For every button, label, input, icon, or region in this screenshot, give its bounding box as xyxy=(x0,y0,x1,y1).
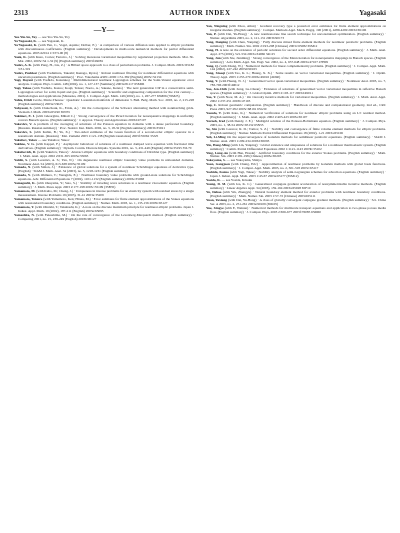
entry-text: Cercle, Marie-Therese · Quadratic Lorentzian manifolds of dimension 3. Bull. Belg. Math. Soc. 2003, no. 2, 215-228 (English summary) 2003e:53025 xyxy=(18,98,194,107)
entry-author: Yamada, N. xyxy=(14,165,32,170)
entry-text: (with Ohnishi, T.; Takahashi, K.) · A note on the discrete maximum principle for nonlinear elliptic problems. Japan J. Indust. Appl. Math. 19 (2002), 187-211 (English) 2003a:65095 xyxy=(18,204,194,213)
entry-text: (with Simon, J.) · Existence of global solutions for a system of nonlinear Schrödinger equations of derivative type. (English) · SIAM J. Math. Anal. 34 (2003), no. 5, 1218-1231 (English summary) xyxy=(18,165,194,174)
entry-author: Yamamoto, Y. xyxy=(14,204,35,209)
entry-text: (with Okuyama, Y.; Sato, S.) · Stability of traveling wave solutions to a nonlinear viscoelastic equation. (English summary) · J. Math. Pures Appl. 2003 2:177-198 2003c:35109 (35B35) xyxy=(18,181,194,190)
entry-text: (with Yun, C., Vogel, Aquino; Dolber, E.) · A comparison of various diffusion tests applied to elliptic problems with discontinuous coefficients. (English summary) · Developments in multi-scale numerical methods for partial differential equations. 2003 #2014 1:3/T3-00 (8) xyxy=(18,42,194,55)
entry-author: Yang, Q. xyxy=(206,63,219,68)
entry-author: Yakhno, V. G. xyxy=(14,141,35,146)
entry-text: (with Gheorghiu, Mihail C.) · Strong convergence of the Picard iteration for nonexpansive mappings in uniformly convex Banach spaces. (English summary) · J. Approx. Theory and Applications 2003d:47107 xyxy=(18,114,194,123)
entry-author: Yokoyama, S. xyxy=(206,158,226,163)
entry-author: Yang, Y. xyxy=(206,79,219,84)
entry-author: Yakubovich, D. xyxy=(14,149,37,154)
entry-text: (with Dai, Yu-Hong) · A class of globally convergent conjugate gradient methods. (English summary) · Sci. China Ser. A 2003, no. 2, 251-261 2003e:90109 (65K05) xyxy=(210,197,386,206)
entry-author: Yaak, K. xyxy=(14,54,27,59)
entry-author: Yaldiz, S. xyxy=(14,157,29,162)
entry-author: Yang, Jun xyxy=(206,55,221,60)
page-title: AUTHOR INDEX xyxy=(169,9,231,17)
page-number: 2313 xyxy=(14,9,28,17)
entry-author: Yakimov, E. I. xyxy=(14,114,35,119)
entry-author: Yu, Dehao xyxy=(206,190,222,195)
entry-author: Yeh, Li-Ming xyxy=(206,134,226,139)
entry-text: (with Kato, K.) · Numerical verification of solutions for nonlinear elliptic problems using an L∞ residual method. (English summary) · J. Math. Anal. Appl. 2002 2:405-423 2003a:65107 xyxy=(210,110,386,119)
entry-author: Yamashita, N. xyxy=(14,212,35,217)
header-rule xyxy=(14,20,386,21)
entry-text: (with Chen, Yanping) · Fully discrete mixed finite element methods for nonlinear parabolic problems. (English summary) · Math. Numer. Sin. 2002 2:193-208 (Chinese) 2003c:65082 65M12 xyxy=(210,39,386,48)
entry-author: Yamamoto, M. xyxy=(14,189,36,194)
entry-author: Yamamoto, Tetsuro xyxy=(14,197,43,202)
entry-author: Yeo Yiu-Sn, Yay xyxy=(14,35,38,39)
entry-text: (with E, Weinan) · Numerical methods for multiscale transport equations and application to two-phase porous media flow. (English summary) · J. Comput. Phys. 2003 2:656-677 2003f:76085 65M60 xyxy=(210,205,386,214)
entry-text: (with Noor, M. A.) · On viscosity iterative methods for variational inequalities. (English summary) · J. Math. Anal. Appl. 2002 1:237-251 2003b:47103 xyxy=(210,95,386,104)
entry-text: A note on the existence of periodic solutions for second order differential equations. (English summary) · J. Math. Anal. Appl. 275 (2002), 521-534 2003a:34066 34C25 xyxy=(210,47,386,56)
index-entry xyxy=(206,207,386,215)
entry-text: (with Jea, K. C.) · Generalized conjugate gradient acceleration of nonsymmetrizable iterative methods. (English summary) · Linear Algebra Appl. 34 (2003), 159-194 2003a:65028 65F10 xyxy=(210,182,386,191)
entry-text: (with Dendy, J. E.) · Multigrid solution of the Poisson-Boltzmann equation. (English summary) · J. Comput. Phys. 2003, no. 1, 38-54 2003c:65132 65N55 xyxy=(210,118,386,127)
entry-text: (with Wu, Zhengyu) · Natural boundary element method for exterior problems with nonlinear boundary conditions. (English summary) · Math. Numer. Sin. 2003 1:57-72 (Chinese) 2003d:65111 xyxy=(210,190,386,198)
entry-text: (with Pang, H., Liu, Z.) · A Hilbert space approach to a class of perturbation problems. J. Comput. Math. 2003c:65182 3:31-319 xyxy=(18,62,194,71)
entry-text: (with Dai, Yu-Hong) · A new nonmonotone line search technique for unconstrained optimization. (English summary) · Numer. Algorithms 2003, no. 2, 121-131 2003b:90173 xyxy=(210,31,386,40)
entry-text: — see Yosida, Kôsaku xyxy=(220,178,253,183)
entry-author: Yagi, Takao xyxy=(14,86,32,91)
entry-author: Ye, Xiu xyxy=(206,126,217,131)
entry-author: Yang, Danping xyxy=(206,39,228,44)
entry-text: (with Zhou, Aihui) · Gradient recovery type a posteriori error estimates for finite element approximations on irregular meshes. (English summary) · Comput. Methods Appl. Mech. Engrg. 190 (2001), 4289-4299 2003d:65106 xyxy=(210,25,386,32)
entry-author: Yan, P. xyxy=(206,31,217,36)
entry-text: — see Yakubov, Yakov xyxy=(37,137,70,142)
entry-text: (with Zeng, Lu-Chuan) · Existence of solutions of generalized vector variational inequalities in reflexive Banach spaces. (English summary) · J. Global Optim. 2003 2:103-117 2003d:49011 xyxy=(210,87,386,96)
entry-text: (with Lin, Yanping) · Global existence and uniqueness of solutions for a nonlinear thermoelastic system. (English summary) · Comm. Partial Differential Equations 2002 1:1121-1143 2003b:35102 xyxy=(210,142,386,151)
entry-text: A problem of the averaging of solutions of the Poisson equation in domains with a dense perforated boundary. (Russian. Russian summary) · Proc. Steklov Inst. Math. 2002, no. 3, 18-32 (English summary) 2003b:35021 xyxy=(18,121,194,130)
entry-author: Yoshida, Kazuo xyxy=(206,170,229,175)
entry-author: Yao, Jen-Chih xyxy=(206,87,227,92)
entry-text: — see Yokoyama, Shinya xyxy=(225,158,262,163)
entry-author: Yadav, A. K. xyxy=(14,62,33,67)
entry-author: Yao, Y. xyxy=(206,95,217,100)
index-entry xyxy=(14,214,194,222)
entry-author: Yang, Xiaoqi xyxy=(206,71,226,76)
entry-text: (with Yamamoto, Ken; Hirata, M.) · Error estimates for finite element approximations of the Stokes equations with nonstandard boundary conditions. (English summary) · Numer. Math. 2003, no. 1, 135-156 2003b:65127 xyxy=(18,197,194,206)
entry-text: (with Chakchouk, K., Erida, A.) · On the convergence of the Schwarz alternating method with nonmatching grids. Vietnam J. Math. 2003a:65190 65N55 xyxy=(18,106,194,115)
section-letter: —Y— xyxy=(93,25,115,34)
entry-author: Yahyaoui, S. xyxy=(14,106,33,111)
entry-text: (with Leontiev, A. S.; Yan, N.) · On degenerate nonlinear elliptic boundary value problems in unbounded domains. Nonlinear Anal. 54 (2003), 613-638 2003a:35109 xyxy=(18,157,194,166)
entry-text: Robust geometric computation. (English summary) · Handbook of discrete and computational geometry, 2nd ed., CRC Press 2003, 927-952 2003c:68191 65G30 xyxy=(210,103,386,112)
entry-text: (with Huang, N. J.) · Generalized vector quasi-variational inequalities. (English summary) · Nonlinear Anal. 2003, no. 7, 783-796 2003f:49012 xyxy=(210,79,386,88)
entry-author: Yakovlev, S. xyxy=(14,129,33,134)
entry-text: On the superconvergence of Galerkin methods for semilinear parabolic equations. (English summary) · SIAM J. Numer. Anal. 2003 1:209-234 2003d:65093 xyxy=(210,134,386,143)
entry-author: Young, D. M. xyxy=(206,182,227,187)
entry-author: Ying, Lung-An xyxy=(206,150,229,155)
left-column xyxy=(14,25,194,525)
entry-text: — see Yeo Yiu-Sn, Yoy xyxy=(37,35,70,39)
entry-text: — see Yagasaki, K. xyxy=(36,38,65,43)
entry-text: (with Yoshida, Kazutaka) · Multidimensional nonlinear Lagrangian schemes for the Saint-Venant equations: error analysis. Comput. Phys. Comm. 148 (2002), no. 1, 127-137 (Summary) 2003a:81117 65M06 xyxy=(18,78,194,87)
entry-text: (with Yoshimura, Takeshi; Ikenaga, Ryota) · Robust nonlinear filtering for nonlinear differential equations with uncertain parameters. (English summary) · Proc. Yokohama ASPC-2000 1:31-382 (English) 2003c:52134 xyxy=(18,70,194,79)
entry-text: (with Kuzo, Cortes; Ferreiro, J.) · Solving monotone variational inequalities by regularized projection methods. Mat. Sb. Mat. 2002, 2003c:54 1-32 (9) (English summary) 2003f:49081 xyxy=(18,54,194,63)
entry-author: Yamada, Y. xyxy=(14,173,31,178)
entry-text: (with Kappel, F.) · Asymptotic behaviour of solutions of a nonlinear damped wave equation with fractional time derivatives. (English summary) · Dynam. Contin. Discrete Impuls. Systems 2001, no. 3, 431-449 (English) 2003a:35195 35L70 xyxy=(18,141,194,150)
entry-author: Yakubov, Yakov xyxy=(14,137,38,142)
running-head: Yagasaki xyxy=(359,9,386,17)
entry-text: (with Han, Houde) · Artificial boundary conditions for the exterior Stokes problems. (English summary) · Math. Numer. Sin. 2003 2:181-198 (Chinese) 2003e:65203 xyxy=(210,150,386,159)
entry-text: (with Yoshida, Kazuo; Kouji, Tetsuo; Naoto, A.; Sakane, Kenzo) · The next generation CIP in a conservative semi-Lagrangian solver for solid, liquid and gas. (English summary) · Scientific and engineering computation for the 21st century—methodologies and applications (Shizuoka, 2001). J. Comput. Appl. Math. 149 (2002), no. 1, 267-277 65M06 (76M25) xyxy=(18,86,194,99)
entry-author: Yue, Xingye xyxy=(206,205,224,210)
entry-author: Yap, C. xyxy=(206,103,218,108)
entry-text: (with Xie, Jianming) · Strong convergence of the Mann iteration for nonexpansive mappings in Banach spaces. (English summary) · Acta Math. Appl. Sin. Engl. Ser. 2002, no. 4, 637-648 2003a:47107 47H09 xyxy=(210,55,386,64)
entry-author: Yang, H. xyxy=(206,47,219,52)
entry-text: (with Kubin, B.; Yu, X.) · Two-sided estimates of the Green function of a second-order elliptic operator in a nonsmooth domain. (Russian) · Mat. Zametki 2003 1:121-138 (English translation) 2003f:35062 35J25 xyxy=(18,129,194,138)
entry-text: (with Chung, Eric) · Approximation of nonlinear problems by Galerkin methods with global basis functions. (English summary) · J. Comput. Appl. Math. 2003, no. 2, 301-318 2003c:65117 xyxy=(210,162,386,171)
entry-author: Ya'Yagasaki, K. xyxy=(14,38,37,43)
entry-text: (with Teo, K. L.; Huang, X. X.) · Some results on vector variational inequalities. (English summary) · J. Optim. Theory Appl. 2003 1:255-270 2003e:49016 (49J40) xyxy=(210,71,386,80)
entry-author: Ya'Yagasaki, K. xyxy=(14,42,38,47)
entry-author: Yadav, Pushkar xyxy=(14,70,38,75)
entry-text: (with Yagi, Takao) · Stability analysis of semi-Lagrangian schemes for advection equations. (English summary) · Japan J. Indust. Appl. Math. 2003 1:45-67 2003e:65177 (65M12) xyxy=(210,170,386,179)
entry-author: Yakovlev, V. xyxy=(14,121,33,126)
entry-author: Yan, Ningning xyxy=(206,25,228,28)
entry-author: Yosida, K. xyxy=(206,178,221,183)
entry-author: Yavneh, Irad xyxy=(206,118,226,123)
entry-text: (with Fukushima, M.) · On the rate of convergence of the Levenberg-Marquardt method. (English summary) · Computing 2001, no. 15, 239-249 (English) 2003b:90127 xyxy=(18,212,194,221)
entry-author: Yin, Hong-Ming xyxy=(206,142,230,147)
entry-text: (with Zhang, W.) · Numerical methods for linear complementarity problems. (English summary) · J. Comput. Appl. Math. 144 (2002), 227-242 2003d:90163 xyxy=(210,63,386,72)
entry-author: Yamaguchi, K. xyxy=(14,181,36,186)
entry-text: (with Ohmura, T.; Yanagida, E.) · Nonlinear boundary value problems with ground-state solutions for Schrödinger equations. Adv. Differential Equations 7 (2002), 1101-1132 (English summary) 2003e:35068 xyxy=(18,173,194,182)
right-column xyxy=(206,25,386,525)
entry-author: Yuan, Yaxiang xyxy=(206,197,228,202)
entry-author: Yagi, Dayani xyxy=(14,78,33,83)
entry-text: (with Lazarov, R. D.; Tomov, S. Z.) · Stability and convergence of finite volume element methods for elliptic problems. (English summary) · Numer. Methods Partial Differential Equations 18 (2002), 1-21 2003a:65106 xyxy=(210,126,386,135)
entry-author: Yoon, Gangjoon xyxy=(206,162,230,167)
entry-author: Yahia, Dridi xyxy=(14,98,32,103)
entry-author: Yasuda, T. xyxy=(206,110,222,115)
entry-text: (with Kubo, M.; Cheng, J.) · Uniqueness in inverse problems for an elasticity system with residual stress by a single measurement. Inverse Problems 19 (2003), 31-41 2003a:35209 xyxy=(18,189,194,198)
entry-text: (with Yakubov, Yakov) · Abstract elliptic equations with boundary conditions of Dirichlet type. (English summary) · J. Math. Anal. Appl. 2002 2:631-655 2003a:35063 xyxy=(18,149,194,158)
